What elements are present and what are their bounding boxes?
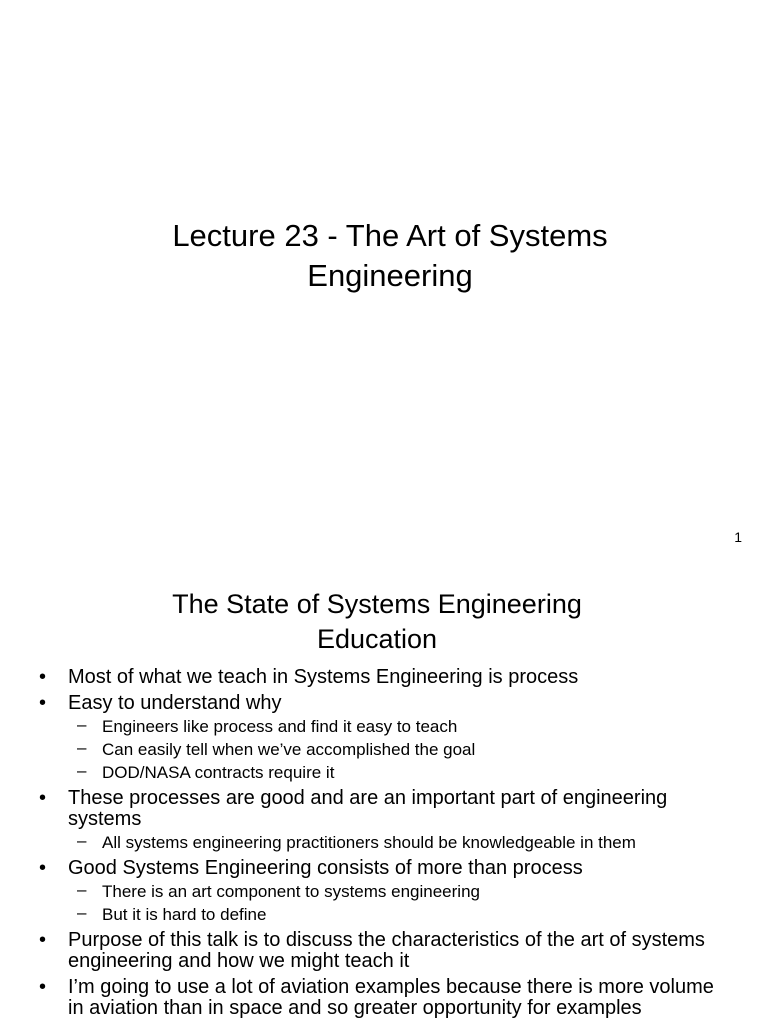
dash-icon: – <box>77 738 87 757</box>
sub-bullet-item <box>68 717 718 737</box>
sub-bullet-item <box>68 763 718 783</box>
bullet-text: These processes are good and are an important part of engineering systems <box>68 787 668 830</box>
dash-icon: – <box>77 831 87 850</box>
sub-bullet-list <box>68 882 718 925</box>
bullet-item <box>0 693 768 783</box>
sub-bullet-list <box>68 717 718 783</box>
slide-1-title <box>0 216 768 296</box>
bullet-text: I’m going to use a lot of aviation examples because there is more volume in aviation than in space and so greater opportunity for examples <box>68 976 714 1019</box>
slide-2-title-line-1: The State of Systems Engineering <box>172 589 582 619</box>
bullet-item <box>0 788 768 853</box>
bullet-list <box>0 667 768 1019</box>
bullet-text: Easy to understand why <box>68 692 282 714</box>
bullet-dot-icon: • <box>39 787 47 809</box>
slide-2-title-line-2: Education <box>316 624 438 654</box>
bullet-dot-icon: • <box>39 976 47 998</box>
bullet-dot-icon: • <box>39 929 47 951</box>
sub-bullet-text: But it is hard to define <box>102 905 267 924</box>
sub-bullet-item <box>68 833 718 853</box>
slide-1-title-line-2: Engineering <box>307 258 473 293</box>
dash-icon: – <box>77 761 87 780</box>
bullet-dot-icon: • <box>39 692 47 714</box>
dash-icon: – <box>77 880 87 899</box>
bullet-item <box>0 858 768 925</box>
sub-bullet-text: Engineers like process and find it easy to teach <box>102 717 458 736</box>
sub-bullet-text: All systems engineering practitioners should be knowledgeable in them <box>102 833 636 852</box>
bullet-text: Purpose of this talk is to discuss the characteristics of the art of systems engineering and how we might teach it <box>68 929 705 972</box>
page-number: 1 <box>734 529 742 545</box>
sub-bullet-text: Can easily tell when we’ve accomplished the goal <box>102 740 476 759</box>
sub-bullet-item <box>68 882 718 902</box>
dash-icon: – <box>77 715 87 734</box>
bullet-dot-icon: • <box>39 666 47 688</box>
bullet-text: Most of what we teach in Systems Engineering is process <box>68 666 579 688</box>
sub-bullet-text: There is an art component to systems engineering <box>102 882 480 901</box>
slide-1-title-line-1: Lecture 23 - The Art of Systems <box>172 218 608 253</box>
slide-2-title <box>0 587 754 657</box>
bullet-item <box>0 930 768 972</box>
bullet-dot-icon: • <box>39 857 47 879</box>
sub-bullet-list <box>68 833 718 853</box>
sub-bullet-item <box>68 740 718 760</box>
dash-icon: – <box>77 903 87 922</box>
slide-2 <box>0 560 768 1024</box>
sub-bullet-item <box>68 905 718 925</box>
sub-bullet-text: DOD/NASA contracts require it <box>102 763 335 782</box>
bullet-item <box>0 667 768 688</box>
bullet-text: Good Systems Engineering consists of more than process <box>68 857 583 879</box>
bullet-item <box>0 977 768 1019</box>
